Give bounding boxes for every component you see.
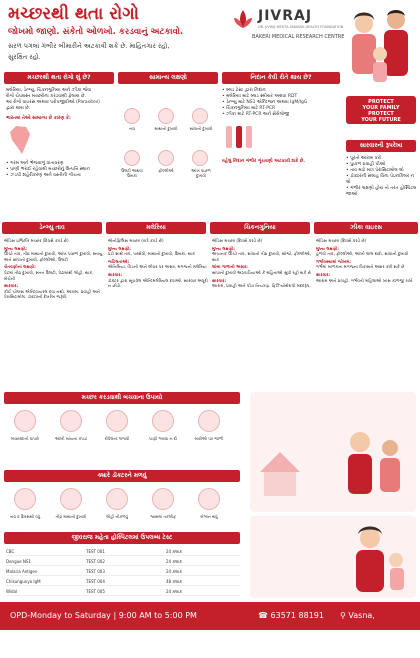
- footer-bar: [0, 602, 420, 648]
- test-time: 24 કલાક: [166, 559, 183, 564]
- vector-text: એડિસ મચ્છર (દિવસે કરડે છે): [316, 238, 367, 243]
- treatment-section-title: સારવારની રૂપરેખા: [346, 140, 416, 152]
- test-name: Dengue NS1: [6, 559, 31, 564]
- treatment-text: ડૉક્ટર દ્વારા સૂચવેલ એન્ટિમલેરિયલ દવાઓ. સારવાર અધૂરી ન છોડો.: [108, 277, 208, 289]
- risk-line: આ રોગો વાઇરસ અથવા પરોપજીવીઓ (Parasites): [6, 100, 100, 105]
- vomiting-icon: [124, 150, 140, 166]
- breathing-icon: [152, 488, 174, 510]
- vector-text: એડિસ ઇજિપ્તિ મચ્છર (દિવસે કરડે છે): [4, 238, 69, 243]
- headache-icon: [60, 488, 82, 510]
- page-title: મચ્છરથી થતા રોગો: [8, 4, 139, 24]
- warning-text: પેટમાં તીવ્ર દુખાવો, સતત ઉલટી, પેઢામાંથી લોહી, થાક, બેચેની: [4, 269, 94, 281]
- opd-hours: OPD-Monday to Saturday | 9:00 AM to 5:00 PM: [10, 611, 197, 620]
- tests-table: [6, 546, 240, 600]
- zika-column: [316, 238, 416, 388]
- diagnosis-line: • ડેન્ગ્યુ માટે NS1 એન્ટિજન અથવા IgM/IgG: [222, 100, 308, 105]
- eye-pain-icon: [192, 150, 208, 166]
- risk-section-title: મચ્છરથી થતા રોગો શું છે?: [4, 72, 114, 84]
- warning-heading: ચેતવણીનાં લક્ષણો:: [4, 264, 36, 270]
- doctor-trigger-label: શ્વાસમાં તકલીફ: [150, 514, 176, 519]
- symptoms-heading: મુખ્ય લક્ષણો:: [108, 245, 131, 251]
- doctor-trigger-label: તાવ ૨ દિવસથી વધુ: [9, 514, 41, 519]
- diagnosis-line: • ચિકનગુનિયા માટે RT-PCR: [222, 106, 276, 111]
- community-illustration: [250, 392, 416, 512]
- symptoms-text: હળવો તાવ, ફોલ્લીઓ, આંખો લાલ થવી, સાંધાનો દુખાવો: [316, 251, 409, 257]
- test-name: CBC: [6, 549, 15, 554]
- symptom-label: ફોલ્લીઓ: [158, 168, 174, 173]
- location-text: Vasna, Ahmedabad: [340, 611, 389, 648]
- test-time: 48 કલાક: [166, 579, 183, 584]
- test-time: 24 કલાક: [166, 589, 183, 594]
- tab-zika: ઝીકા વાઇરસ: [314, 222, 418, 234]
- page-intro-line-1: સરળ પગલાં ગંભીર બીમારીને અટકાવી શકે છે. માહિતગાર રહો,: [8, 42, 170, 50]
- prevention-section-title: મચ્છર કરડવાથી બચવાના ઉપાયો: [4, 392, 240, 404]
- test-time: 24 કલાક: [166, 549, 183, 554]
- test-name: Widal: [6, 589, 18, 594]
- location[interactable]: [340, 602, 420, 658]
- risk-line: ભારતમાં તેઓ સામાન્ય છે કારણ કે:: [6, 116, 71, 121]
- warning-text: સાંધાનો દુખાવો અઠવાડિયાઓ કે મહિનાઓ સુધી રહી શકે છે: [212, 269, 311, 275]
- table-row: [6, 578, 240, 586]
- logo-name: JIVRAJ: [258, 8, 313, 24]
- test-code: TEST 005: [86, 589, 105, 594]
- symptom-label: આંખ પાછળ દુખાવો: [191, 168, 211, 178]
- symptoms-section-title: સામાન્ય લક્ષણો: [118, 72, 218, 84]
- phone-text: 63571 88191: [270, 611, 324, 620]
- test-name: Malaria Antigen: [6, 569, 38, 574]
- chikungunya-column: [212, 238, 312, 388]
- dengue-column: [4, 238, 104, 388]
- thermometer-icon: [14, 488, 36, 510]
- blood-test-icon: [222, 122, 262, 152]
- diagnosis-note: વહેલું નિદાન ગંભીર ગૂંચવણો અટકાવી શકે છે.: [222, 159, 305, 164]
- risk-line: • પાણી ભરાઈ રહેવાથી મચ્છરોનું ઉત્પત્તિ સ્થાન: [6, 167, 90, 172]
- warning-heading: ગર્ભાવસ્થામાં જોખમ:: [316, 258, 351, 264]
- protect-family-banner: [346, 96, 416, 124]
- full-sleeve-clothes-icon: [60, 410, 82, 432]
- treatment-line: • તાવ માટે માત્ર પેરાસિટામોલ લો: [346, 168, 404, 173]
- page-subtitle: જોખમો જાણો. સંકેતો ઓળખો. કરડવાનું અટકાવો.: [8, 27, 184, 37]
- prevention-label: બારીઓ પર જાળી: [194, 436, 224, 441]
- page-intro-line-2: સુરક્ષિત રહો.: [8, 53, 41, 61]
- family-illustration: [342, 2, 420, 94]
- doctor-trigger-label: બેભાન થવું: [200, 514, 218, 519]
- table-row: [6, 548, 240, 556]
- india-map-icon: [6, 124, 36, 158]
- diagnosis-line: • મલેરિયા માટે બ્લડ સ્મીયર અથવા RDT: [222, 94, 298, 99]
- vector-text: એનોફિલિસ મચ્છર (રાત્રે કરડે છે): [108, 238, 164, 243]
- logo-tagline: DR. JIVRAJ MEHTA SMARAK HEALTH FOUNDATION: [258, 25, 344, 29]
- repellent-icon: [106, 410, 128, 432]
- protect-line-3: PROTECT: [368, 111, 394, 117]
- stagnant-water-icon: [152, 410, 174, 432]
- protect-line-1: PROTECT: [368, 99, 394, 105]
- diagnosis-line: • ઝીકા માટે RT-PCR અને સેરોલોજી: [222, 112, 290, 117]
- symptom-label: સાંધાનો દુખાવો: [189, 126, 213, 131]
- doctor-section-title: ક્યારે ડૉક્ટરને મળવું: [4, 470, 240, 482]
- rash-icon: [158, 150, 174, 166]
- window-mesh-icon: [198, 410, 220, 432]
- treatment-line: • પૂરતો આરામ કરો: [346, 156, 382, 161]
- treatment-text: આરામ, પ્રવાહી અને પીડા નિયંત્રણ. ફિઝિયોથેરાપી મદદરૂપ.: [212, 283, 311, 289]
- prevention-label: આખી બાંયનાં કપડાં: [54, 436, 88, 441]
- symptom-label: માથાનો દુખાવો: [154, 126, 178, 131]
- diagnosis-section-title: નિદાન કેવી રીતે થાય છે?: [222, 72, 340, 84]
- treatment-heading: સારવાર:: [212, 277, 227, 283]
- lotus-logo-icon: [232, 8, 254, 30]
- test-code: TEST 004: [86, 579, 105, 584]
- symptoms-panel: [118, 88, 218, 218]
- symptoms-text: ઠંડી સાથે તાવ, પરસેવો, માથાનો દુખાવો, ઉબકા, થાક: [108, 251, 196, 257]
- diagnosis-line: • બ્લડ ટેસ્ટ દ્વારા નિદાન: [222, 88, 266, 93]
- symptoms-text: ઊંચો તાવ, તીવ્ર માથાનો દુખાવો, આંખ પાછળ દુખાવો, સ્નાયુ અને સાંધાનો દુખાવો, ફોલ્લીઓ, ઉલટી: [4, 251, 103, 262]
- warning-heading: લાંબા ગાળાની અસર:: [212, 264, 248, 270]
- tab-chikungunya: ચિકનગુનિયા: [210, 222, 310, 234]
- fever-icon: [124, 108, 140, 124]
- warning-heading: જટિલતાઓ:: [108, 258, 130, 264]
- joint-pain-icon: [192, 108, 208, 124]
- symptom-label: તાવ: [128, 126, 136, 131]
- tab-dengue: ડેન્ગ્યુ તાવ: [2, 222, 102, 234]
- logo-centre: BAKERI MEDICAL RESEARCH CENTRE: [252, 34, 345, 40]
- diagnosis-panel: [222, 88, 340, 218]
- treatment-panel: [346, 156, 418, 218]
- treatment-heading: સારવાર:: [108, 271, 123, 277]
- treatment-line: • પુષ્કળ પ્રવાહી પીઓ: [346, 162, 386, 167]
- risk-line: • ઝડપી શહેરીકરણ અને વસ્તીની ગીચતા: [6, 173, 81, 178]
- doctor-trigger-label: તીવ્ર માથાનો દુખાવો: [55, 514, 87, 519]
- prevention-label: મચ્છરદાની વાપરો: [11, 436, 39, 441]
- warning-text: એનિમિયા, કિડની અને લીવર પર અસર, મગજનો મલેરિયા: [108, 264, 207, 270]
- prevention-label: પાણી ભરાવા ન દો: [149, 436, 177, 441]
- test-code: TEST 001: [86, 549, 105, 554]
- unconscious-icon: [198, 488, 220, 510]
- mosquito-net-icon: [14, 410, 36, 432]
- tab-malaria: મલેરિયા: [106, 222, 206, 234]
- symptoms-text: અચાનક ઊંચો તાવ, સાંધાનો તીવ્ર દુખાવો, સોજો, ફોલ્લીઓ, થાક: [212, 251, 312, 262]
- bleeding-icon: [106, 488, 128, 510]
- jivraj-logo: [232, 6, 345, 50]
- treatment-line: • ડૉક્ટરની સલાહ વિના પેઇનકિલર ન લો: [346, 174, 414, 185]
- phone-icon: ☎: [258, 611, 271, 620]
- treatment-text: આરામ અને પ્રવાહી. ગર્ભવતી મહિલાઓ ખાસ કાળજી રાખે.: [316, 277, 414, 283]
- risk-panel: [6, 88, 114, 218]
- mother-child-illustration: [250, 516, 416, 598]
- test-code: TEST 003: [86, 569, 105, 574]
- test-name: Chikungunya IgM: [6, 579, 41, 584]
- table-row: [6, 588, 240, 596]
- vector-text: એડિસ મચ્છર (દિવસે કરડે છે): [212, 238, 263, 243]
- table-row: [6, 568, 240, 576]
- risk-line: • ગરમ અને ભેજવાળું વાતાવરણ: [6, 161, 64, 166]
- protect-line-2: YOUR FAMILY: [362, 105, 400, 111]
- treatment-heading: સારવાર:: [316, 271, 331, 277]
- table-row: [6, 558, 240, 566]
- risk-line: રોગો ચેપગ્રસ્ત મચ્છરોના કરડવાથી ફેલાય છે.: [6, 94, 86, 99]
- tests-section-title: જીવરાજ મહેતા હોસ્પિટલમાં ઉપલબ્ધ ટેસ્ટ: [4, 532, 240, 544]
- treatment-line: • ગંભીર લક્ષણો હોય તો તરત હોસ્પિટલ જાઓ: [346, 186, 417, 197]
- test-time: 24 કલાક: [166, 569, 183, 574]
- symptom-label: ઉલટી અથવા ઉબકા: [121, 168, 143, 178]
- symptoms-heading: મુખ્ય લક્ષણો:: [316, 245, 339, 251]
- symptoms-heading: મુખ્ય લક્ષણો:: [212, 245, 235, 251]
- location-pin-icon: ⚲: [340, 611, 349, 620]
- risk-line: દ્વારા થાય છે.: [6, 106, 31, 111]
- headache-icon: [158, 108, 174, 124]
- test-code: TEST 002: [86, 559, 105, 564]
- disease-tabs: [2, 222, 418, 234]
- treatment-heading: સારવાર:: [4, 283, 19, 289]
- doctor-trigger-label: લોહી નીકળવું: [106, 514, 128, 519]
- prevention-label: રીપેલન્ટ લગાવો: [104, 436, 130, 441]
- symptoms-heading: મુખ્ય લક્ષણો:: [4, 245, 27, 251]
- risk-line: મલેરિયા, ડેન્ગ્યુ, ચિકનગુનિયા અને ઝીકા જેવા: [6, 88, 91, 93]
- malaria-column: [108, 238, 208, 388]
- phone-number[interactable]: [258, 602, 324, 630]
- treatment-text: કોઈ ચોક્કસ એન્ટિવાયરલ દવા નથી. આરામ, પ્રવાહી અને પેરાસિટામોલ. ડૉક્ટરની દેખરેખ જરૂરી.: [4, 288, 101, 300]
- protect-line-4: YOUR FUTURE: [361, 117, 401, 123]
- warning-text: ગર્ભમાં બાળકના મગજના વિકાસને અસર કરી શકે છે: [316, 264, 405, 270]
